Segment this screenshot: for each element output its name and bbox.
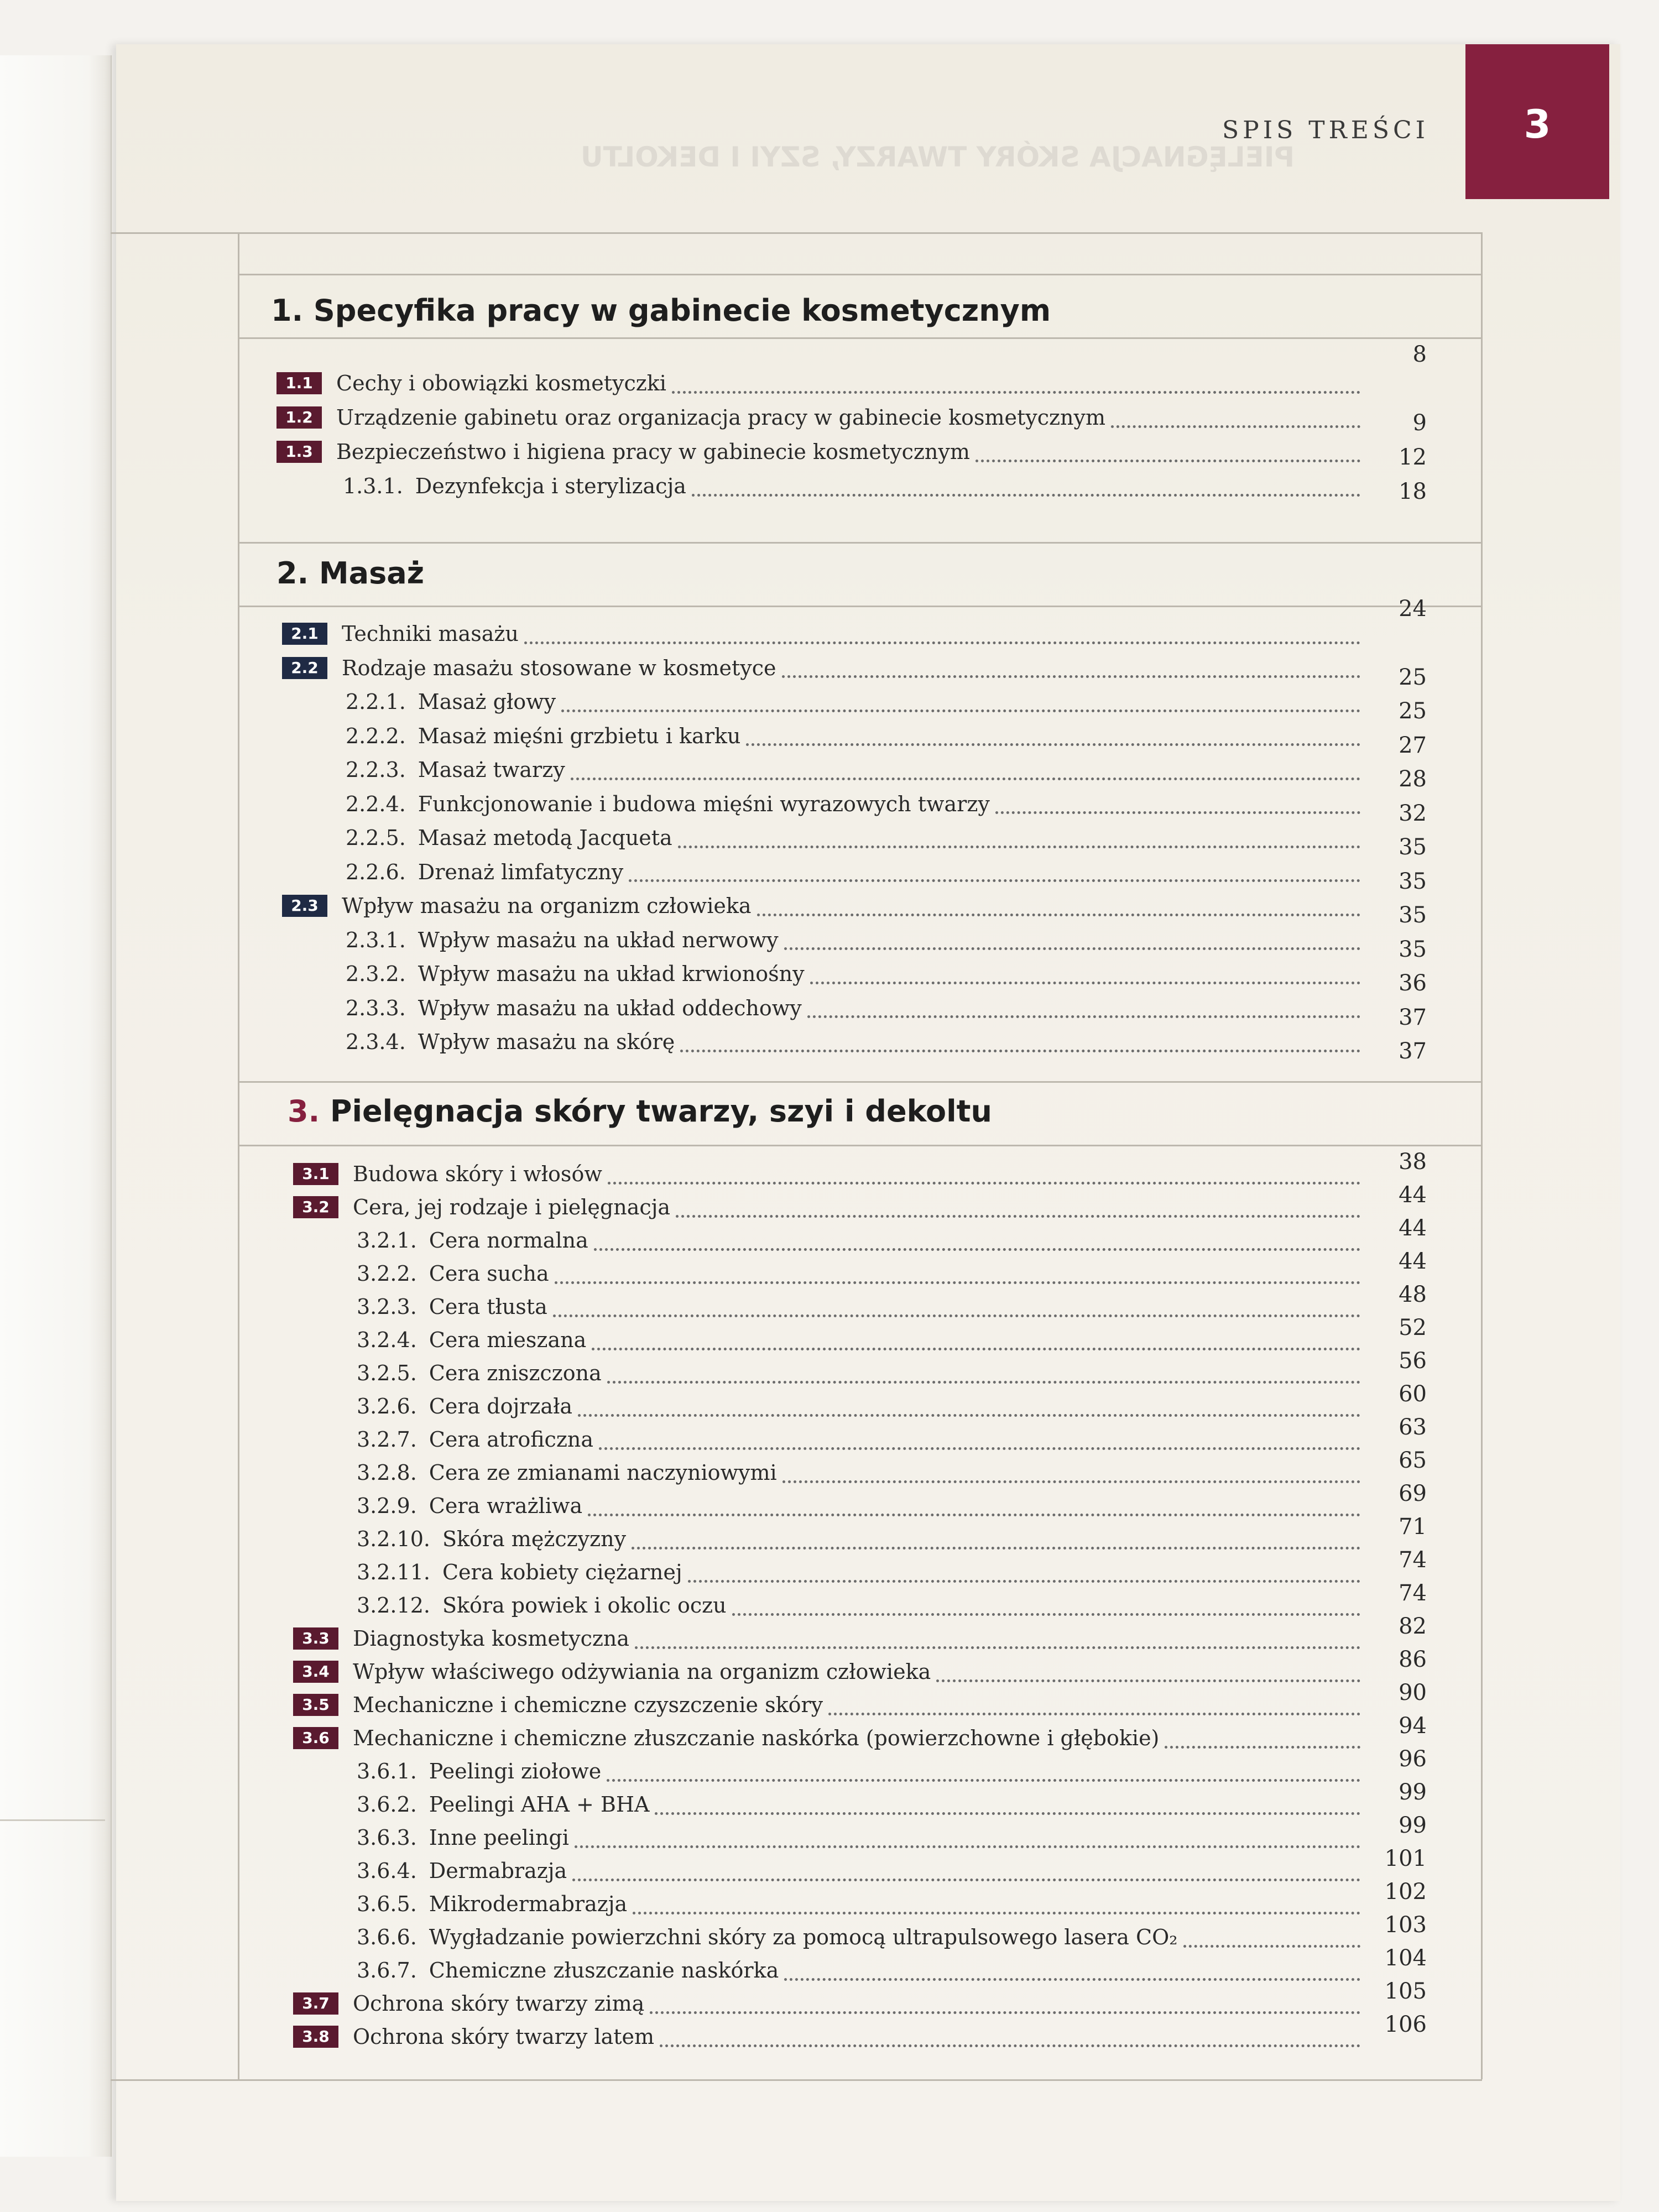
dot-leader [660,2013,1360,2047]
dot-leader [607,1350,1360,1384]
dot-leader [810,951,1360,984]
dot-leader [655,1781,1360,1815]
toc-section-entry [293,2021,1366,2052]
entry-label: Cera sucha [429,1261,549,1286]
section-number-badge: 3.4 [293,1661,338,1683]
entry-page-number: 44 [1399,1182,1427,1208]
dot-leader [1111,394,1360,428]
chapter-3-title: 3. Pielęgnacja skóry twarzy, szyi i dekoltu [288,1094,992,1129]
dot-leader [592,1317,1360,1350]
subsection-number: 3.6.3. [357,1825,417,1850]
subsection-number: 3.6.7. [357,1958,417,1983]
dot-leader [572,1848,1360,1881]
dot-leader [1165,1715,1360,1749]
subsection-number: 3.2.3. [357,1295,417,1319]
entry-page-number: 44 [1399,1215,1427,1241]
entry-label: Urządzenie gabinetu oraz organizacja pracy w gabinecie kosmetycznym [336,405,1106,430]
entry-label: Peelingi ziołowe [429,1759,602,1783]
subsection-number: 3.2.6. [357,1394,417,1418]
entry-page-number: 35 [1399,868,1427,894]
section-number-badge: 2.2 [282,657,327,679]
entry-label: Peelingi AHA + BHA [429,1792,650,1817]
dot-leader [607,1748,1360,1782]
entry-page-number: 28 [1399,766,1427,792]
subsection-number: 2.3.4. [346,1030,406,1054]
entry-page-number: 82 [1399,1614,1427,1639]
chapter-1-rule-top [238,274,1482,275]
entry-label: Dezynfekcja i sterylizacja [415,474,686,498]
entry-page-number: 48 [1399,1282,1427,1307]
subsection-number: 2.2.2. [346,723,406,748]
entry-label: Masaż mięśni grzbietu i karku [418,723,741,748]
entry-page-number: 36 [1399,971,1427,996]
entry-page-number: 25 [1399,664,1427,690]
entry-label: Bezpieczeństwo i higiena pracy w gabinecie kosmetycznym [336,440,970,464]
entry-page-number: 69 [1399,1481,1427,1506]
entry-label: Cera ze zmianami naczyniowymi [429,1460,777,1485]
right-rule [1481,232,1483,2079]
section-number-badge: 3.7 [293,1992,338,2015]
entry-page-number: 63 [1399,1415,1427,1440]
bleed-through-text: PIELĘGNACJA SKÓRY TWARZY, SZYI I DEKOLTU [581,141,1295,173]
left-rule [238,232,239,2079]
entry-label: Skóra powiek i okolic oczu [442,1593,727,1618]
top-rule [111,232,1482,234]
subsection-number: 3.6.5. [357,1892,417,1916]
entry-page-number: 37 [1399,1039,1427,1064]
entry-page-number: 99 [1399,1813,1427,1838]
entry-label: Ochrona skóry twarzy latem [353,2025,655,2049]
subsection-number: 2.3.1. [346,927,406,952]
entry-label: Inne peelingi [429,1825,569,1850]
entry-label: Mechaniczne i chemiczne złuszczanie naskórka (powierzchowne i głębokie) [353,1726,1160,1750]
chapter-3-rule-top [238,1081,1482,1083]
section-number-badge: 2.1 [282,623,327,645]
subsection-number: 3.6.6. [357,1925,417,1949]
subsection-number: 2.2.6. [346,859,406,884]
entry-label: Drenaż limfatyczny [418,859,624,884]
entry-label: Masaż twarzy [418,758,565,782]
entry-label: Wpływ masażu na układ krwionośny [418,962,805,986]
entry-label: Wygładzanie powierzchni skóry za pomocą ultrapulsowego lasera CO₂ [429,1925,1178,1949]
entry-label: Cera wrażliwa [429,1494,583,1518]
page-number-tab [1465,44,1609,199]
dot-leader [746,712,1360,746]
subsection-number: 3.6.2. [357,1792,417,1817]
subsection-number: 3.2.10. [357,1527,430,1551]
dot-leader [678,815,1360,848]
toc-subsection-entry [346,1026,1366,1057]
section-number-badge: 2.3 [282,895,327,917]
dot-leader [635,1615,1360,1649]
dot-leader [784,1947,1360,1981]
entry-label: Mikrodermabrazja [429,1892,628,1916]
entry-page-number: 12 [1399,445,1427,470]
entry-label: Masaż metodą Jacqueta [418,826,672,850]
entry-label: Cera atroficzna [429,1427,593,1452]
entry-page-number: 96 [1399,1746,1427,1772]
subsection-number: 3.2.8. [357,1460,417,1485]
entry-page-number: 105 [1384,1979,1427,2004]
entry-page-number: 104 [1384,1945,1427,1971]
entry-page-number: 106 [1384,2012,1427,2037]
entry-page-number: 74 [1399,1580,1427,1606]
subsection-number: 2.2.1. [346,690,406,714]
entry-label: Cera, jej rodzaje i pielęgnacja [353,1195,671,1219]
entry-page-number: 90 [1399,1680,1427,1705]
dot-leader [571,747,1360,780]
toc-subsection-entry [343,471,1366,502]
section-number-badge: 3.3 [293,1627,338,1650]
subsection-number: 3.2.1. [357,1228,417,1253]
entry-page-number: 35 [1399,902,1427,928]
dot-leader [588,1483,1360,1516]
subsection-number: 3.2.9. [357,1494,417,1518]
section-number-badge: 1.3 [276,441,322,463]
dot-leader [1183,1914,1361,1948]
entry-page-number: 35 [1399,936,1427,962]
subsection-number: 3.2.5. [357,1361,417,1385]
dot-leader [650,1980,1360,2014]
subsection-number: 3.2.2. [357,1261,417,1286]
section-number-badge: 3.6 [293,1727,338,1749]
dot-leader [555,1250,1360,1284]
dot-leader [732,1582,1360,1616]
page-number: 3 [1524,102,1551,147]
entry-label: Wpływ masażu na organizm człowieka [342,894,752,918]
entry-label: Wpływ masażu na skórę [418,1030,675,1054]
entry-label: Cera zniszczona [429,1361,602,1385]
chapter-2-title: 2. Masaż [276,556,425,591]
dot-leader [782,644,1360,678]
dot-leader [676,1184,1360,1218]
chapter-1-rule-bottom [238,337,1482,339]
subsection-number: 1.3.1. [343,474,403,498]
entry-label: Wpływ masażu na układ oddechowy [418,995,802,1020]
entry-page-number: 32 [1399,800,1427,826]
entry-label: Cera tłusta [429,1295,547,1319]
dot-leader [672,360,1360,394]
dot-leader [692,463,1360,497]
entry-label: Funkcjonowanie i budowa mięśni wyrazowych twarzy [418,791,990,816]
subsection-number: 2.3.3. [346,995,406,1020]
entry-label: Diagnostyka kosmetyczna [353,1626,630,1651]
facing-page-edge [0,55,112,2157]
dot-leader [688,1549,1360,1583]
dot-leader [975,429,1360,462]
entry-label: Cechy i obowiązki kosmetyczki [336,371,666,395]
chapter-2-rule-bottom [238,606,1482,607]
entry-page-number: 65 [1399,1448,1427,1473]
subsection-number: 3.2.12. [357,1593,430,1618]
dot-leader [828,1682,1360,1715]
entry-page-number: 9 [1412,410,1427,436]
entry-label: Skóra mężczyzny [442,1527,627,1551]
dot-leader [578,1383,1360,1417]
entry-label: Dermabrazja [429,1859,567,1883]
dot-leader [784,916,1360,950]
dot-leader [561,679,1360,712]
dot-leader [936,1648,1360,1682]
subsection-number: 2.2.3. [346,758,406,782]
entry-label: Cera normalna [429,1228,588,1253]
subsection-number: 3.6.4. [357,1859,417,1883]
chapter-2-page: 24 [1399,596,1427,622]
entry-label: Wpływ właściwego odżywiania na organizm człowieka [353,1660,931,1684]
subsection-number: 2.2.4. [346,791,406,816]
entry-label: Mechaniczne i chemiczne czyszczenie skóry [353,1693,823,1717]
entry-page-number: 94 [1399,1713,1427,1739]
section-number-badge: 3.2 [293,1196,338,1218]
entry-page-number: 37 [1399,1004,1427,1030]
subsection-number: 3.6.1. [357,1759,417,1783]
section-number-badge: 1.1 [276,372,322,394]
entry-page-number: 25 [1399,698,1427,724]
chapter-3-rule-bottom [238,1145,1482,1146]
subsection-number: 2.3.2. [346,962,406,986]
entry-page-number: 44 [1399,1249,1427,1274]
entry-label: Cera dojrzała [429,1394,573,1418]
entry-page-number: 27 [1399,732,1427,758]
subsection-number: 2.2.5. [346,826,406,850]
dot-leader [524,611,1360,644]
section-number-badge: 3.8 [293,2026,338,2048]
section-number-badge: 1.2 [276,406,322,429]
dot-leader [575,1814,1360,1848]
entry-page-number: 74 [1399,1547,1427,1573]
chapter-1-title: 1. Specyfika pracy w gabinecie kosmetycznym [271,293,1051,328]
entry-page-number: 99 [1399,1780,1427,1805]
dot-leader [995,780,1360,814]
entry-label: Techniki masażu [342,622,519,646]
chapter-2-rule-top [238,542,1482,544]
entry-page-number: 35 [1399,834,1427,860]
dot-leader [782,1449,1360,1483]
entry-label: Chemiczne złuszczanie naskórka [429,1958,779,1983]
running-title: SPIS TREŚCI [1222,116,1430,144]
entry-page-number: 38 [1399,1149,1427,1175]
bottom-rule [111,2079,1482,2081]
entry-label: Ochrona skóry twarzy zimą [353,1991,645,2016]
dot-leader [629,848,1360,882]
section-number-badge: 3.5 [293,1694,338,1716]
entry-label: Cera mieszana [429,1328,587,1352]
entry-label: Masaż głowy [418,690,556,714]
dot-leader [599,1416,1360,1450]
section-number-badge: 3.1 [293,1163,338,1185]
entry-page-number: 52 [1399,1315,1427,1340]
subsection-number: 3.2.7. [357,1427,417,1452]
entry-label: Wpływ masażu na układ nerwowy [418,927,779,952]
entry-page-number: 102 [1384,1879,1427,1905]
entry-page-number: 60 [1399,1381,1427,1407]
chapter-1-page: 8 [1412,342,1427,367]
entry-page-number: 86 [1399,1647,1427,1672]
dot-leader [757,883,1360,916]
dot-leader [608,1151,1360,1185]
dot-leader [807,984,1360,1018]
entry-page-number: 71 [1399,1514,1427,1540]
entry-page-number: 101 [1384,1846,1427,1871]
dot-leader [632,1516,1360,1550]
dot-leader [553,1284,1360,1317]
entry-label: Cera kobiety ciężarnej [442,1560,682,1584]
entry-label: Budowa skóry i włosów [353,1162,602,1186]
entry-label: Rodzaje masażu stosowane w kosmetyce [342,655,776,680]
dot-leader [680,1019,1360,1052]
subsection-number: 3.2.4. [357,1328,417,1352]
entry-page-number: 103 [1384,1912,1427,1938]
subsection-number: 3.2.11. [357,1560,430,1584]
entry-page-number: 18 [1399,479,1427,504]
dot-leader [633,1881,1360,1914]
dot-leader [594,1217,1360,1251]
entry-page-number: 56 [1399,1348,1427,1374]
